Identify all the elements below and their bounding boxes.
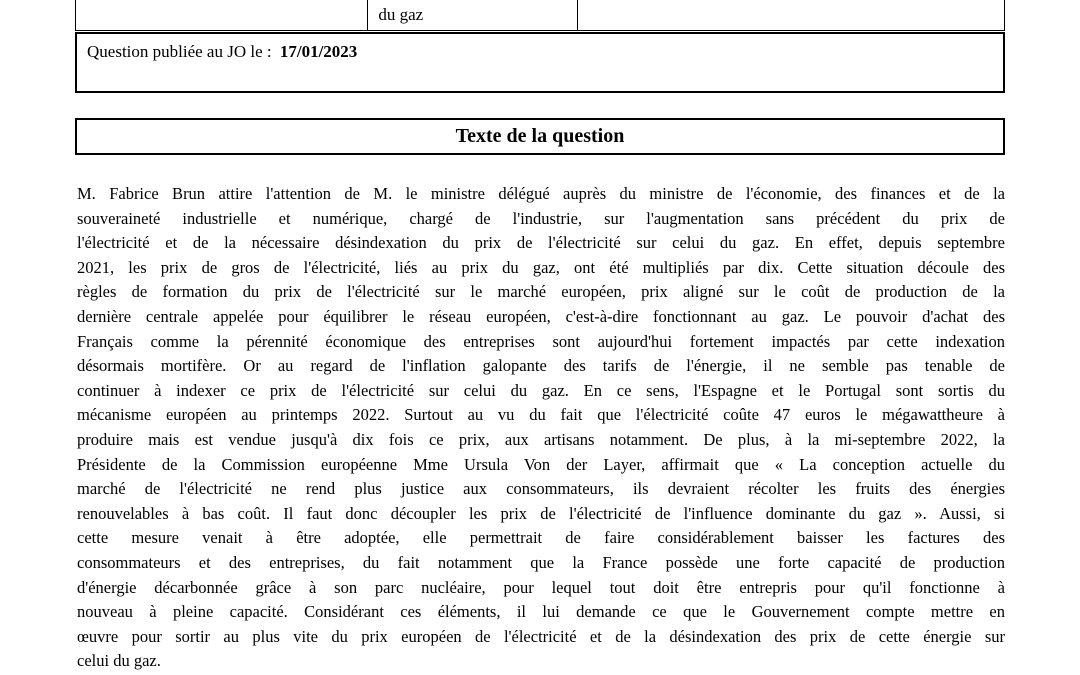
question-text-line: dernière centrale appelée pour équilibrer le réseau européen, c'est-à-dire fonctionnant au gaz. Le pouvoir d'achat des xyxy=(77,306,1005,326)
question-text-line: cette mesure venait à être adoptée, elle permettrait de faire considérablement baisser les factures des xyxy=(77,528,1005,548)
question-text-line: désormais mortifère. Or au regard de l'inflation galopante des tarifs de l'énergie, il ne semble pas tenable de xyxy=(77,356,1005,376)
section-title-box xyxy=(75,118,1005,155)
question-text-line: marché de l'électricité ne rend plus justice aux consommateurs, ils devraient récolter les fruits des énergies xyxy=(77,479,1005,499)
publication-label: Question publiée au JO le : xyxy=(87,42,272,61)
header-table-fragment xyxy=(75,0,1005,31)
question-text-line: Présidente de la Commission européenne Mme Ursula Von der Layer, affirmait que « La conception actuelle du xyxy=(77,454,1005,474)
publication-row xyxy=(75,32,1005,93)
table-cell-du-gaz: du gaz xyxy=(367,0,577,30)
question-text-line: continuer à indexer ce prix de l'électricité sur celui du gaz. En ce sens, l'Espagne et le Portugal sont sortis du xyxy=(77,380,1005,400)
question-text-line: renouvelables à bas coût. Il faut donc découpler les prix de l'électricité de l'influence dominante du gaz ». Aussi, si xyxy=(77,503,1005,523)
question-text-line: œuvre pour sortir au plus vite du prix européen de l'électricité et de la désindexation des prix de cette énergie sur xyxy=(77,626,1005,646)
question-text-line: règles de formation du prix de l'électricité sur le marché européen, prix aligné sur le coût de production de la xyxy=(77,282,1005,302)
question-text-line: souveraineté industrielle et numérique, chargé de l'industrie, sur l'augmentation sans précédent du prix de xyxy=(77,208,1005,228)
table-cell-empty-right xyxy=(577,0,1004,30)
question-text-line: nouveau à pleine capacité. Considérant ces éléments, il lui demande ce que le Gouvernement compte mettre en xyxy=(77,602,1005,622)
question-text-line: celui du gaz. xyxy=(77,651,161,671)
question-text-line: consommateurs et des entreprises, du fait notamment que la France possède une forte capacité de production xyxy=(77,552,1005,572)
question-text-line: d'énergie décarbonnée grâce à son parc nucléaire, pour lequel tout doit être entrepris pour qu'il fonctionne à xyxy=(77,577,1005,597)
question-text-line: 2021, les prix de gros de l'électricité, liés au prix du gaz, ont été multipliés par dix. Cette situation découle des xyxy=(77,257,1005,277)
question-text-line: produire mais est vendue jusqu'à dix fois ce prix, aux artisans notamment. De plus, à la mi-septembre 2022, la xyxy=(77,429,1005,449)
question-text-line: mécanisme européen au printemps 2022. Surtout au vu du fait que l'électricité coûte 47 euros le mégawattheure à xyxy=(77,405,1005,425)
question-text-line: M. Fabrice Brun attire l'attention de M. le ministre délégué auprès du ministre de l'économie, des finances et de la xyxy=(77,184,1005,203)
section-title: Texte de la question xyxy=(455,125,625,147)
question-text-line: l'électricité et de la nécessaire désindexation du prix de l'électricité sur celui du gaz. En effet, depuis septembre xyxy=(77,233,1005,253)
question-body xyxy=(77,182,1005,674)
publication-date: 17/01/2023 xyxy=(279,42,358,61)
question-text-line: Français comme la pérennité économique des entreprises sont aujourd'hui fortement impactés par cette indexation xyxy=(77,331,1005,351)
table-cell-empty-left xyxy=(76,0,367,30)
